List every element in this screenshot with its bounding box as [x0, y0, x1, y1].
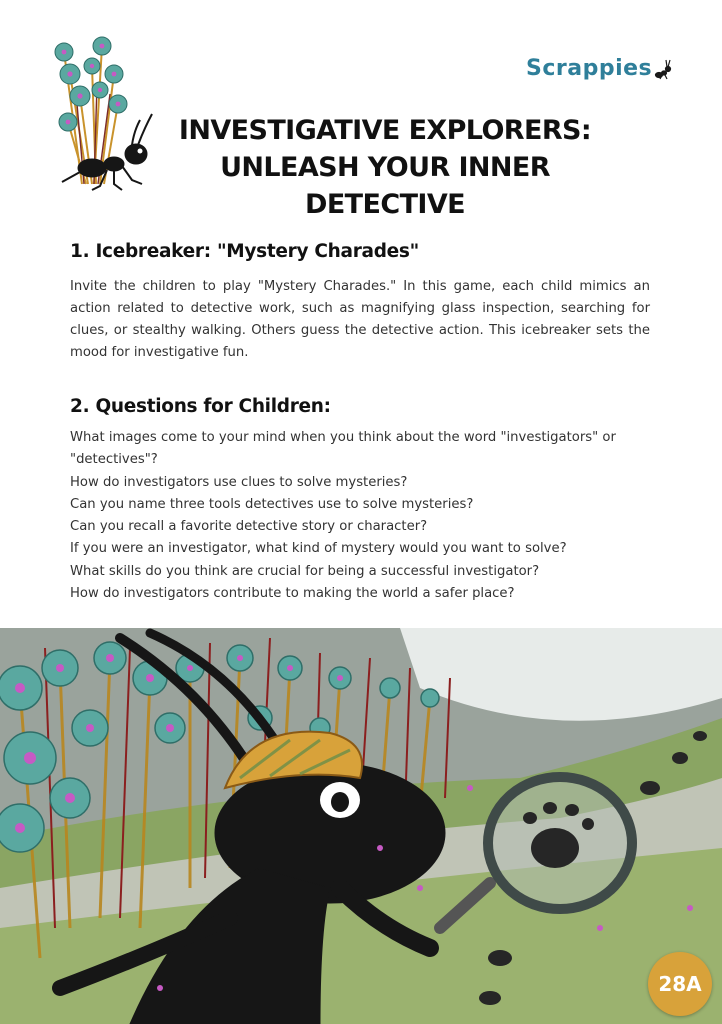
page-number-badge: 28A	[648, 952, 712, 1016]
icebreaker-paragraph: Invite the children to play "Mystery Charades." In this game, each child mimics an action related to detective work, such as magnifying glass inspection, searching for clues, or stealthy walking. Others guess the detective action. This icebreaker sets the mood for investigative fun.	[70, 279, 650, 360]
list-item: What images come to your mind when you think about the word "investigators" or "detectives"?	[70, 430, 616, 468]
list-item: How do investigators use clues to solve mysteries?	[70, 474, 408, 490]
title-line-1: INVESTIGATIVE EXPLORERS:	[178, 115, 592, 146]
list-item: Can you recall a favorite detective story or character?	[70, 519, 428, 535]
questions-list	[70, 427, 660, 605]
title-line-2: UNLEASH YOUR INNER DETECTIVE	[220, 152, 550, 220]
list-item: If you were an investigator, what kind of mystery would you want to solve?	[70, 541, 567, 557]
ant-detective-illustration	[0, 628, 722, 1024]
brand-logo	[526, 52, 686, 86]
list-item: What skills do you think are crucial for being a successful investigator?	[70, 563, 540, 579]
logo-text: Scrappies	[526, 56, 653, 81]
section-heading-questions: 2. Questions for Children:	[70, 396, 331, 417]
ant-icon	[654, 58, 672, 80]
list-item: Can you name three tools detectives use to solve mysteries?	[70, 496, 474, 512]
ant-with-flowers-icon	[52, 34, 162, 194]
list-item: How do investigators contribute to making the world a safer place?	[70, 586, 515, 602]
page-title	[150, 112, 620, 223]
section-heading-icebreaker: 1. Icebreaker: "Mystery Charades"	[70, 241, 419, 262]
